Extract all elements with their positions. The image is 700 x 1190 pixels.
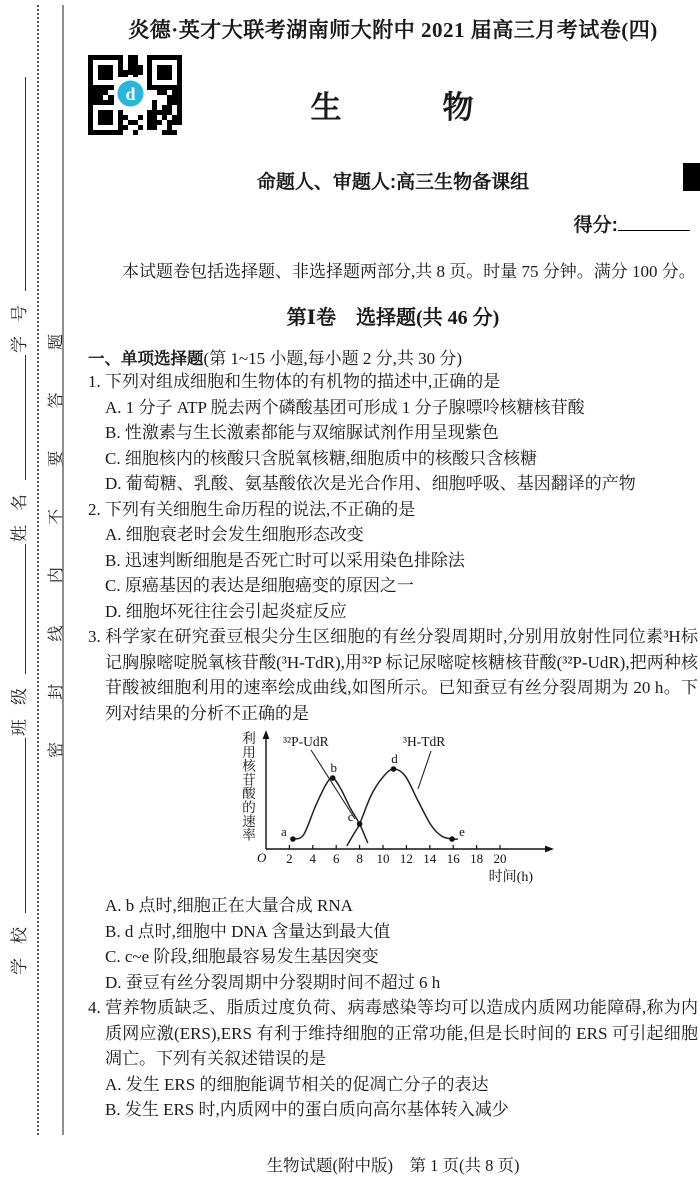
question-stem: 2. 下列有关细胞生命历程的说法,不正确的是 <box>88 499 416 519</box>
svg-text:d: d <box>125 84 136 104</box>
svg-text:20: 20 <box>493 851 507 866</box>
option: B. 迅速判断细胞是否死亡时可以采用染色排除法 <box>105 550 465 570</box>
option: A. 发生 ERS 的细胞能调节相关的促凋亡分子的表达 <box>105 1074 489 1094</box>
name-blank <box>21 355 26 480</box>
subject-title: 生 物 <box>310 90 476 125</box>
part-1-heading <box>88 344 698 369</box>
option: A. b 点时,细胞正在大量合成 RNA <box>105 896 353 915</box>
svg-text:d: d <box>391 751 398 766</box>
svg-text:³H-TdR: ³H-TdR <box>403 734 446 749</box>
question <box>88 624 698 995</box>
class-label: 班级 <box>10 674 29 736</box>
section-1-title: 第Ⅰ卷 选择题(共 46 分) <box>286 307 500 329</box>
question <box>88 497 698 625</box>
svg-text:18: 18 <box>470 851 484 866</box>
svg-text:酸: 酸 <box>242 786 256 802</box>
seal-char: 封 <box>48 683 65 700</box>
question-list <box>88 369 698 1123</box>
exam-content <box>88 0 698 1123</box>
option: C. 原癌基因的表达是细胞癌变的原因之一 <box>105 576 414 595</box>
option: D. 蚕豆有丝分裂周期中分裂期时间不超过 6 h <box>105 972 441 992</box>
student-number-blank <box>21 77 26 291</box>
setter-line: 命题人、审题人:高三生物备课组 <box>256 172 530 193</box>
part-1-heading-rest: (第 1~15 小题,每小题 2 分,共 30 分) <box>203 349 463 368</box>
student-number-label: 学号 <box>10 291 29 353</box>
svg-text:核: 核 <box>242 758 256 774</box>
seal-char: 内 <box>48 567 65 584</box>
svg-text:c: c <box>347 809 354 824</box>
svg-text:12: 12 <box>399 851 413 866</box>
option: B. d 点时,细胞中 DNA 含量达到最大值 <box>105 921 391 941</box>
school-label: 学校 <box>10 913 29 975</box>
seal-char: 题 <box>48 334 65 351</box>
option: B. 性激素与生长激素都能与双缩脲试剂作用呈现紫色 <box>105 423 499 442</box>
seal-char: 要 <box>48 450 65 467</box>
svg-text:a: a <box>281 824 287 839</box>
class-blank <box>21 544 26 674</box>
option: D. 细胞坏死往往会引起炎症反应 <box>105 601 347 621</box>
seal-char: 密 <box>48 741 65 758</box>
exam-intro: 本试题卷包括选择题、非选择题两部分,共 8 页。时量 75 分钟。满分 100 分。 <box>122 262 696 281</box>
svg-text:的: 的 <box>242 800 256 815</box>
svg-text:16: 16 <box>446 851 460 866</box>
mitosis-rate-chart <box>233 729 565 891</box>
score-blank <box>618 216 690 231</box>
option: C. c~e 阶段,细胞最容易发生基因突变 <box>105 947 379 966</box>
option: D. 葡萄糖、乳酸、氨基酸依次是光合作用、细胞呼吸、基因翻译的产物 <box>105 474 636 493</box>
curve-³²P-UdR <box>293 778 368 843</box>
seal-char: 线 <box>48 625 65 642</box>
svg-text:b: b <box>330 760 337 775</box>
chart-svg <box>233 729 565 891</box>
score-label: 得分: <box>573 215 618 236</box>
question <box>88 369 698 497</box>
svg-text:e: e <box>459 824 465 839</box>
curve-³H-TdR <box>347 769 458 846</box>
svg-text:2: 2 <box>286 851 293 866</box>
option: A. 细胞衰老时会发生细胞形态改变 <box>105 525 364 544</box>
svg-text:³²P-UdR: ³²P-UdR <box>283 734 329 749</box>
svg-text:速: 速 <box>242 813 256 829</box>
question-stem: 3. 科学家在研究蚕豆根尖分生区细胞的有丝分裂周期时,分别用放射性同位素³H标记胸腺嘧啶脱氧核苷酸(³H-TdR),用³²P 标记尿嘧啶核糖核苷酸(³²P-UdR),把两种核苷酸被细胞利用的速率绘成曲线,如图所示。已知蚕豆有丝分裂周期为 20 h。下列对结果的分析不正确的是 <box>88 627 698 723</box>
svg-text:8: 8 <box>356 851 363 866</box>
option: B. 发生 ERS 时,内质网中的蛋白质向高尔基体转入减少 <box>105 1100 509 1119</box>
option: C. 细胞核内的核酸只含脱氧核糖,细胞质中的核酸只含核糖 <box>105 448 538 468</box>
student-info-strip <box>5 75 30 975</box>
svg-text:10: 10 <box>376 851 390 866</box>
page-footer: 生物试题(附中版) 第 1 页(共 8 页) <box>266 1156 520 1175</box>
question-stem: 4. 营养物质缺乏、脂质过度负荷、病毒感染等均可以造成内质网功能障碍,称为内质网应激(ERS),ERS 有利于维持细胞的正常功能,但是长时间的 ERS 可引起细胞凋亡。下列有关叙述错误的是 <box>88 998 698 1068</box>
svg-text:4: 4 <box>309 851 317 866</box>
svg-text:6: 6 <box>332 851 340 866</box>
seal-dotted-line <box>37 5 39 1135</box>
svg-text:时间(h): 时间(h) <box>488 870 533 885</box>
score-line <box>88 210 698 237</box>
svg-text:用: 用 <box>242 744 256 760</box>
option: A. 1 分子 ATP 脱去两个磷酸基团可形成 1 分子腺嘌呤核糖核苷酸 <box>105 397 585 417</box>
part-1-heading-bold: 一、单项选择题 <box>88 350 204 368</box>
seal-char: 不 <box>48 508 65 525</box>
svg-text:率: 率 <box>242 827 256 843</box>
seal-char: 答 <box>48 392 65 409</box>
svg-text:利: 利 <box>242 731 256 746</box>
svg-text:O: O <box>257 850 267 865</box>
question-stem: 1. 下列对组成细胞和生物体的有机物的描述中,正确的是 <box>88 372 501 391</box>
seal-instruction <box>43 334 66 758</box>
question <box>88 995 698 1123</box>
name-label: 姓名 <box>10 480 29 542</box>
exam-header-title: 炎德·英才大联考湖南师大附中 2021 届高三月考试卷(四) <box>128 18 658 42</box>
svg-text:苷: 苷 <box>242 772 256 788</box>
svg-text:14: 14 <box>423 851 437 866</box>
school-blank <box>21 738 26 913</box>
